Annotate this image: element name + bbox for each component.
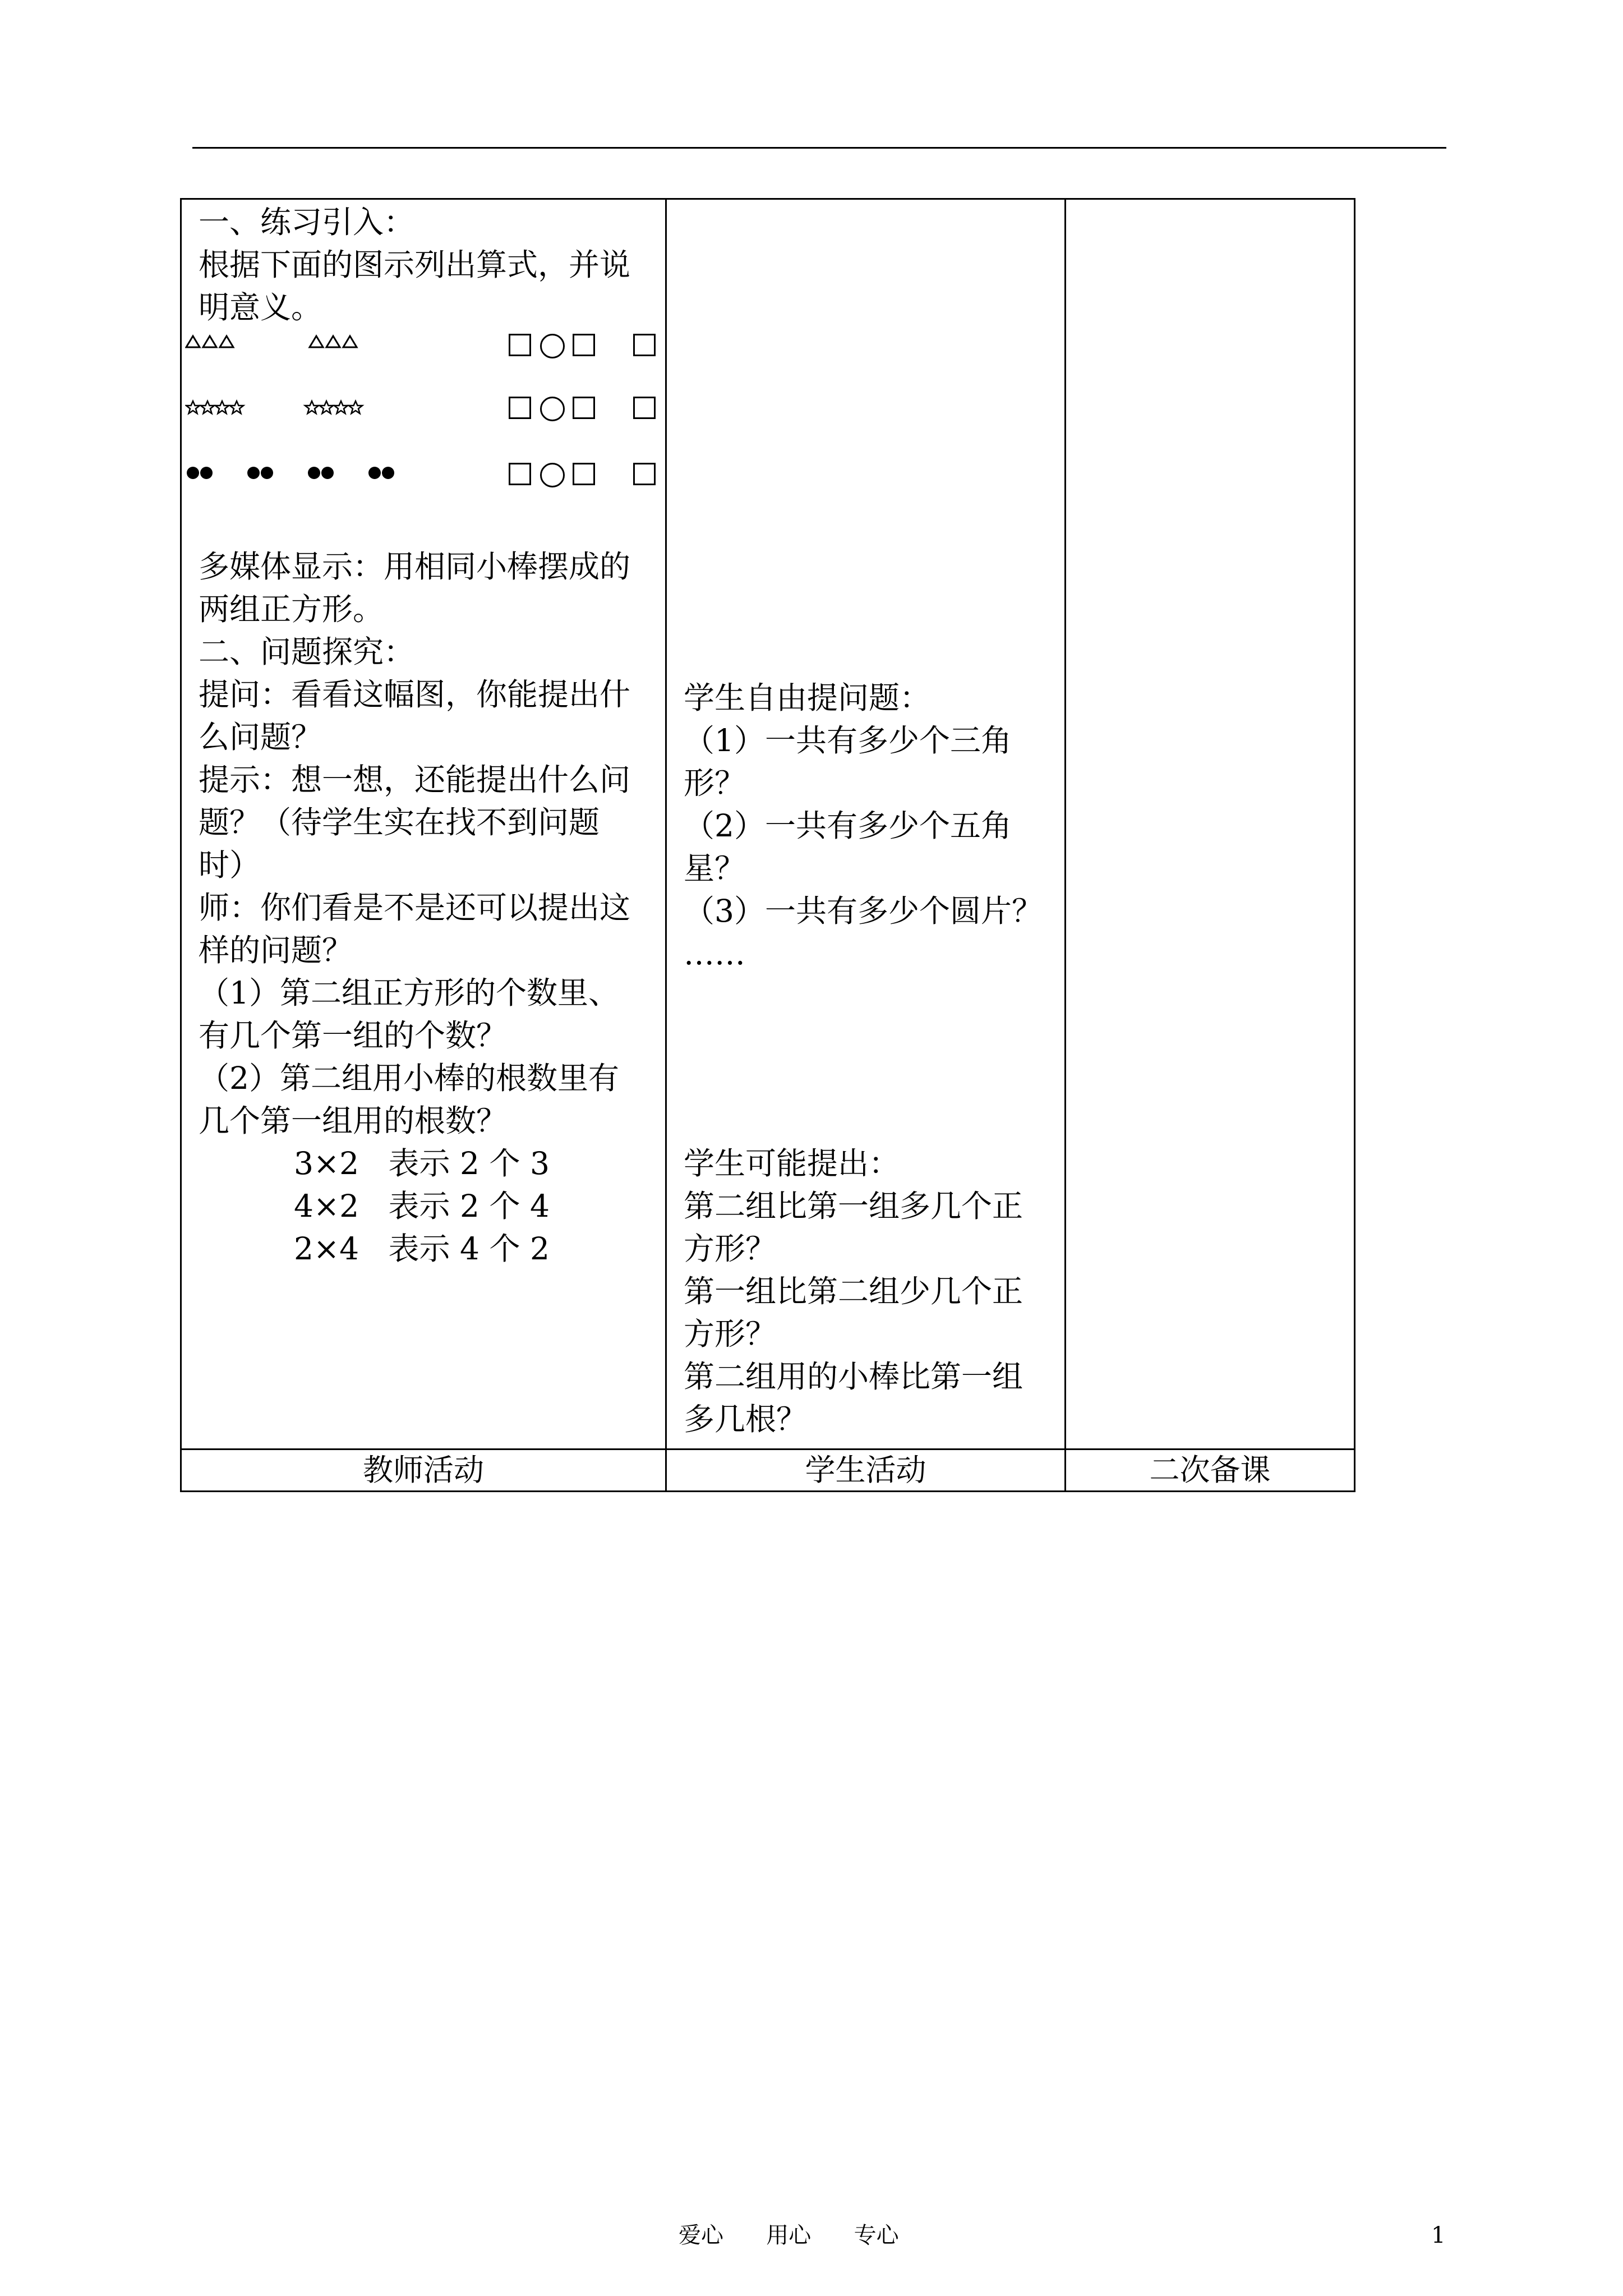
number-box — [509, 334, 531, 356]
dot-icon — [308, 467, 320, 479]
star-icon — [215, 401, 229, 413]
dot-icon — [247, 467, 260, 479]
dot-groups — [185, 455, 421, 494]
star-figure-row — [185, 389, 662, 428]
triangle-figure-row — [185, 326, 662, 365]
equation: 3×2 表示 2 个 3 — [294, 1145, 550, 1181]
triangle-icon — [343, 336, 357, 347]
student-free-questions-title: 学生自由提问题： — [684, 680, 931, 716]
star-icon — [201, 401, 214, 413]
student-possible-question: 多几根？ — [684, 1401, 808, 1437]
multimedia-note: 多媒体显示：用相同小棒摆成的 — [199, 549, 631, 585]
triangle-icon — [310, 336, 323, 347]
number-box — [573, 334, 595, 356]
teacher-activity-column — [182, 200, 667, 1448]
student-question: （2）一共有多少个五角 — [684, 808, 1012, 844]
student-question: 形？ — [684, 765, 746, 801]
teacher-question: 提问：看看这幅图，你能提出什 — [199, 677, 631, 712]
dot-icon — [261, 467, 273, 479]
section1-prompt: 明意义。 — [199, 289, 322, 325]
equation: 4×2 表示 2 个 4 — [294, 1188, 550, 1224]
equation: 2×4 表示 4 个 2 — [294, 1231, 550, 1267]
teacher-activity-label: 教师活动 — [182, 1450, 667, 1490]
number-box — [509, 463, 531, 485]
formula-slots — [509, 393, 659, 425]
student-possible-question: 第二组用的小棒比第一组 — [684, 1359, 1023, 1395]
teacher-remark: 师：你们看是不是还可以提出这 — [199, 890, 631, 926]
star-icon — [305, 401, 319, 413]
second-prep-column — [1066, 200, 1354, 1448]
section2-title: 二、问题探究： — [199, 634, 415, 670]
triangle-icon — [326, 336, 340, 347]
student-may-ask-title: 学生可能提出： — [684, 1145, 900, 1181]
student-possible-question: 方形？ — [684, 1231, 777, 1267]
result-box — [633, 463, 656, 485]
second-prep-label: 二次备课 — [1149, 1452, 1271, 1488]
star-groups — [185, 389, 421, 428]
number-box — [573, 397, 595, 419]
student-activity-column — [667, 200, 1066, 1448]
star-icon — [334, 401, 348, 413]
operator-circle — [540, 334, 565, 358]
teacher-subquestion: （2）第二组用小棒的根数里有 — [199, 1060, 619, 1096]
student-possible-question: 第二组比第一组多几个正 — [684, 1188, 1023, 1224]
student-possible-question: 第一组比第二组少几个正 — [684, 1273, 1023, 1309]
star-icon — [186, 401, 200, 413]
teacher-hint: 题？（待学生实在找不到问题 — [199, 804, 600, 840]
teacher-remark: 样的问题？ — [199, 932, 353, 968]
operator-circle — [540, 397, 565, 421]
student-question: 星？ — [684, 850, 746, 886]
triangle-icon — [203, 336, 216, 347]
multimedia-note: 两组正方形。 — [199, 591, 384, 627]
dot-icon — [200, 467, 213, 479]
teacher-subquestion: 几个第一组用的根数？ — [199, 1103, 508, 1139]
dot-icon — [368, 467, 381, 479]
result-box — [633, 334, 656, 356]
dot-icon — [382, 467, 394, 479]
header-rule — [192, 147, 1446, 149]
student-question: （3）一共有多少个圆片？ — [684, 893, 1043, 929]
star-icon — [320, 401, 333, 413]
number-box — [573, 463, 595, 485]
operator-circle — [540, 463, 565, 487]
star-icon — [349, 401, 362, 413]
triangle-groups — [185, 326, 421, 365]
student-activity-label: 学生活动 — [667, 1450, 1066, 1490]
dot-figure-row — [185, 455, 662, 494]
result-box — [633, 397, 656, 419]
star-icon — [230, 401, 243, 413]
dot-icon — [321, 467, 334, 479]
student-question: （1）一共有多少个三角 — [684, 723, 1012, 758]
column-label-row — [182, 1448, 1354, 1490]
formula-slots — [509, 330, 659, 362]
lesson-table — [180, 198, 1355, 1492]
formula-slots — [509, 459, 659, 491]
triangle-icon — [186, 336, 200, 347]
teacher-subquestion: （1）第二组正方形的个数里、 — [199, 975, 619, 1011]
number-box — [509, 397, 531, 419]
section1-title: 一、练习引入： — [199, 204, 415, 240]
ellipsis: …… — [684, 936, 745, 972]
dot-icon — [187, 467, 199, 479]
teacher-subquestion: 有几个第一组的个数？ — [199, 1018, 508, 1053]
page-number: 1 — [1431, 2223, 1446, 2248]
teacher-hint: 提示：想一想，还能提出什么问 — [199, 762, 631, 798]
teacher-hint: 时） — [199, 847, 261, 883]
student-possible-question: 方形？ — [684, 1316, 777, 1352]
footer-motto: 爱心 用心 专心 — [679, 2223, 899, 2248]
teacher-question: 么问题？ — [199, 719, 322, 755]
section1-prompt: 根据下面的图示列出算式，并说 — [199, 247, 631, 283]
triangle-icon — [220, 336, 233, 347]
